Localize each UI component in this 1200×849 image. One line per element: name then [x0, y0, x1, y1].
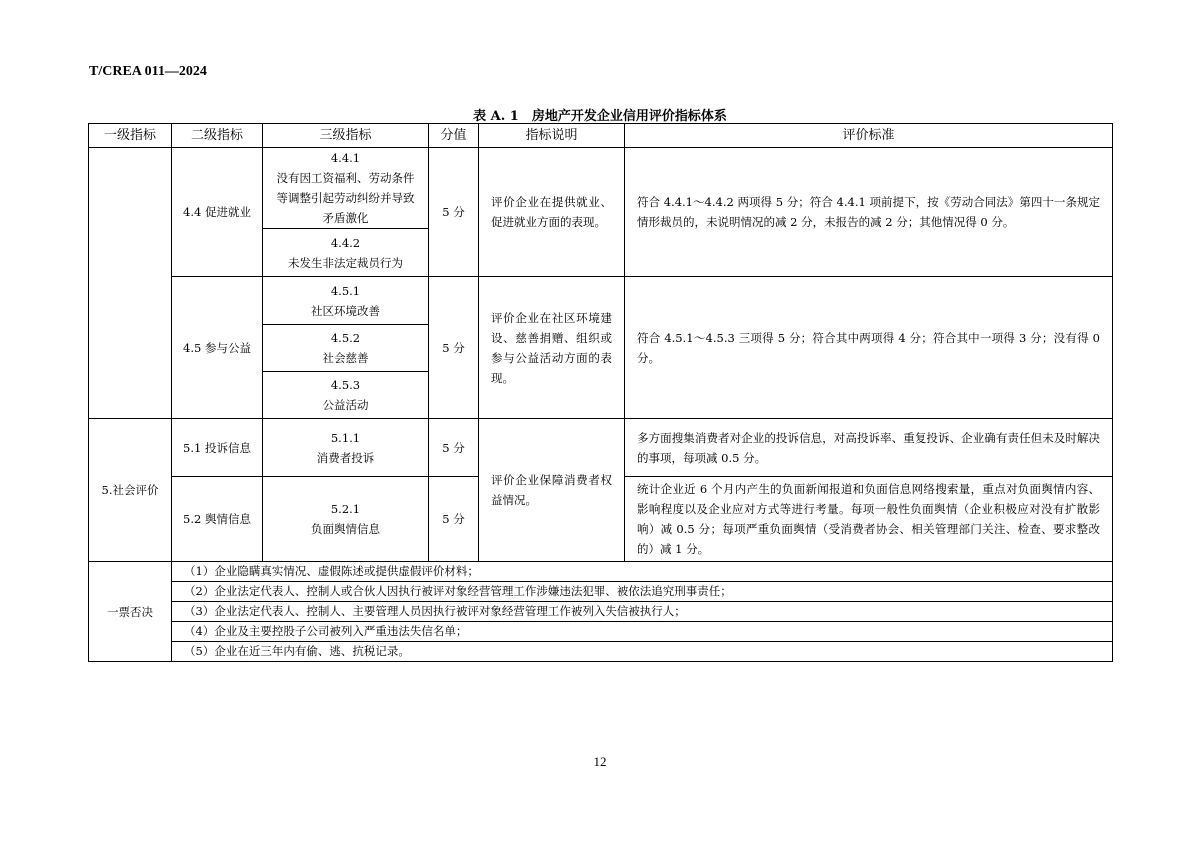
col-header-level1: 一级指标 [89, 124, 172, 148]
level3-cell [263, 325, 429, 372]
level3-cell [263, 477, 429, 562]
level3-cell [263, 148, 429, 229]
level3-cell [263, 277, 429, 325]
col-header-criteria: 评价标准 [625, 124, 1113, 148]
col-header-level3: 三级指标 [263, 124, 429, 148]
criteria-cell: 符合 4.5.1～4.5.3 三项得 5 分；符合其中两项得 4 分；符合其中一项得 3 分；没有得 0 分。 [625, 277, 1113, 419]
table-caption: 表 A. 1 房地产开发企业信用评价指标体系 [473, 109, 727, 124]
level3-text: 社会慈善 [322, 351, 369, 365]
level3-code: 4.4.1 [330, 151, 361, 165]
table-row [89, 419, 1113, 477]
level3-text: 公益活动 [322, 398, 369, 412]
score-cell: 5 分 [429, 277, 479, 419]
col-header-description: 指标说明 [479, 124, 625, 148]
level2-cell: 5.2 舆情信息 [172, 477, 263, 562]
criteria-cell: 符合 4.4.1～4.4.2 两项得 5 分；符合 4.4.1 项前提下，按《劳动合同法》第四十一条规定情形裁员的，未说明情况的减 2 分，未报告的减 2 分；其他情况得 0 分。 [625, 148, 1113, 277]
description-cell: 评价企业在社区环境建设、慈善捐赠、组织或参与公益活动方面的表现。 [479, 277, 625, 419]
col-header-score: 分值 [429, 124, 479, 148]
level3-code: 5.1.1 [330, 430, 361, 445]
veto-item: （1）企业隐瞒真实情况、虚假陈述或提供虚假评价材料； [172, 562, 1113, 582]
level3-text: 社区环境改善 [311, 303, 380, 318]
score-cell: 5 分 [429, 477, 479, 562]
credit-evaluation-table [88, 123, 1113, 662]
veto-row [89, 642, 1113, 662]
page-number: 12 [593, 754, 607, 769]
level3-code: 4.4.2 [330, 235, 361, 250]
criteria-cell: 多方面搜集消费者对企业的投诉信息，对高投诉率、重复投诉、企业确有责任但未及时解决的事项，每项减 0.5 分。 [625, 419, 1113, 477]
level3-code: 5.2.1 [330, 502, 361, 516]
level1-cell-empty [89, 148, 172, 419]
veto-item: （2）企业法定代表人、控制人或合伙人因执行被评对象经营管理工作涉嫌违法犯罪、被依法追究刑事责任； [172, 582, 1113, 602]
level3-text: 没有因工资福利、劳动条件等调整引起劳动纠纷并导致矛盾激化 [276, 171, 415, 225]
document-code: T/CREA 011—2024 [89, 64, 207, 79]
score-cell: 5 分 [429, 148, 479, 277]
veto-row [89, 562, 1113, 582]
veto-row [89, 622, 1113, 642]
level2-cell: 4.5 参与公益 [172, 277, 263, 419]
col-header-level2: 二级指标 [172, 124, 263, 148]
level3-text: 消费者投诉 [316, 450, 375, 465]
level3-text: 负面舆情信息 [311, 522, 380, 536]
level1-cell: 5.社会评价 [89, 419, 172, 562]
veto-item: （4）企业及主要控股子公司被列入严重违法失信名单； [172, 622, 1113, 642]
level3-cell [263, 419, 429, 477]
level3-code: 4.5.2 [330, 331, 361, 345]
level2-cell: 4.4 促进就业 [172, 148, 263, 277]
table-row [89, 148, 1113, 229]
level3-text: 未发生非法定裁员行为 [288, 255, 403, 270]
table-row [89, 277, 1113, 325]
veto-label-cell: 一票否决 [89, 562, 172, 662]
header-row [89, 124, 1113, 148]
description-cell: 评价企业保障消费者权益情况。 [479, 419, 625, 562]
veto-row [89, 602, 1113, 622]
score-cell: 5 分 [429, 419, 479, 477]
veto-row [89, 582, 1113, 602]
level3-cell [263, 372, 429, 419]
description-cell: 评价企业在提供就业、促进就业方面的表现。 [479, 148, 625, 277]
veto-item: （5）企业在近三年内有偷、逃、抗税记录。 [172, 642, 1113, 662]
level3-cell [263, 229, 429, 277]
level3-code: 4.5.1 [330, 283, 361, 298]
level2-cell: 5.1 投诉信息 [172, 419, 263, 477]
veto-item: （3）企业法定代表人、控制人、主要管理人员因执行被评对象经营管理工作被列入失信被执行人； [172, 602, 1113, 622]
level3-code: 4.5.3 [330, 378, 361, 392]
criteria-cell: 统计企业近 6 个月内产生的负面新闻报道和负面信息网络搜索量，重点对负面舆情内容、影响程度以及企业应对方式等进行考量。每项一般性负面舆情（企业积极应对没有扩散影响）减 0.5 分；每项严重负面舆情（受消费者协会、相关管理部门关注、检查、要求整改的）减 1 分。 [625, 477, 1113, 562]
